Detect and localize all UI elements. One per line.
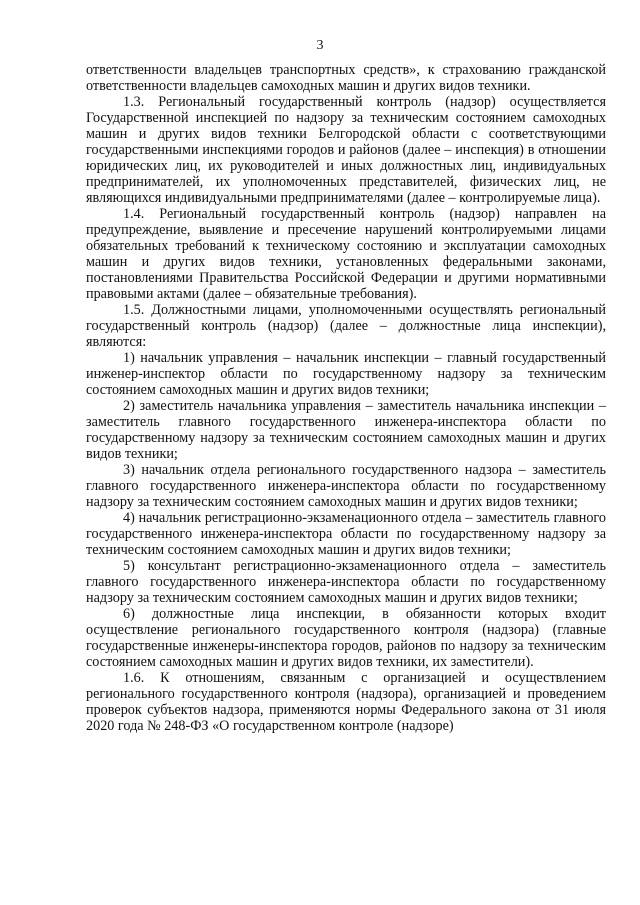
- paragraph-1-3: 1.3. Региональный государственный контроль (надзор) осуществляется Государственной инспекцией по надзору за техническим состоянием самоходных машин и других видов техники Белгородской области с соответствующими государственными инспекциями городов и районов (далее – инспекция) в отношении юридических лиц, их руководителей и иных должностных лиц, индивидуальных предпринимателей, их уполномоченных представителей, физических лиц, не являющихся индивидуальными предпринимателями (далее – контролируемые лица).: [86, 94, 606, 206]
- list-item-4: 4) начальник регистрационно-экзаменационного отдела – заместитель главного государственного инженера-инспектора области по государственному надзору за техническим состоянием самоходных машин и других видов техники;: [86, 510, 606, 558]
- list-item-1: 1) начальник управления – начальник инспекции – главный государственный инженер-инспектор области по государственному надзору за техническим состоянием самоходных машин и других видов техники;: [86, 350, 606, 398]
- paragraph-1-6: 1.6. К отношениям, связанным с организацией и осуществлением регионального государственного контроля (надзора), организацией и проведением проверок субъектов надзора, применяются нормы Федерального закона от 31 июля 2020 года № 248-ФЗ «О государственном контроле (надзоре): [86, 670, 606, 734]
- list-item-5: 5) консультант регистрационно-экзаменационного отдела – заместитель главного государственного инженера-инспектора области по государственному надзору за техническим состоянием самоходных машин и других видов техники;: [86, 558, 606, 606]
- list-item-6: 6) должностные лица инспекции, в обязанности которых входит осуществление регионального государственного контроля (надзора) (главные государственные инженеры-инспектора городов, районов по надзору за техническим состоянием самоходных машин и других видов техники, их заместители).: [86, 606, 606, 670]
- list-item-2: 2) заместитель начальника управления – заместитель начальника инспекции – заместитель главного государственного инженера-инспектора области по государственному надзору за техническим состоянием самоходных машин и других видов техники;: [86, 398, 606, 462]
- paragraph-1-4: 1.4. Региональный государственный контроль (надзор) направлен на предупреждение, выявление и пресечение нарушений контролируемыми лицами обязательных требований к техническому состоянию и эксплуатации самоходных машин и других видов техники, установленных федеральными законами, постановлениями Правительства Российской Федерации и другими нормативными правовыми актами (далее – обязательные требования).: [86, 206, 606, 302]
- paragraph-continuation: ответственности владельцев транспортных средств», к страхованию гражданской ответственности владельцев самоходных машин и других видов техники.: [86, 62, 606, 94]
- document-body: [86, 62, 606, 734]
- page-number: 3: [316, 38, 324, 53]
- list-item-3: 3) начальник отдела регионального государственного надзора – заместитель главного государственного инженера-инспектора области по государственному надзору за техническим состоянием самоходных машин и других видов техники;: [86, 462, 606, 510]
- paragraph-1-5: 1.5. Должностными лицами, уполномоченными осуществлять региональный государственный контроль (надзор) (далее – должностные лица инспекции), являются:: [86, 302, 606, 350]
